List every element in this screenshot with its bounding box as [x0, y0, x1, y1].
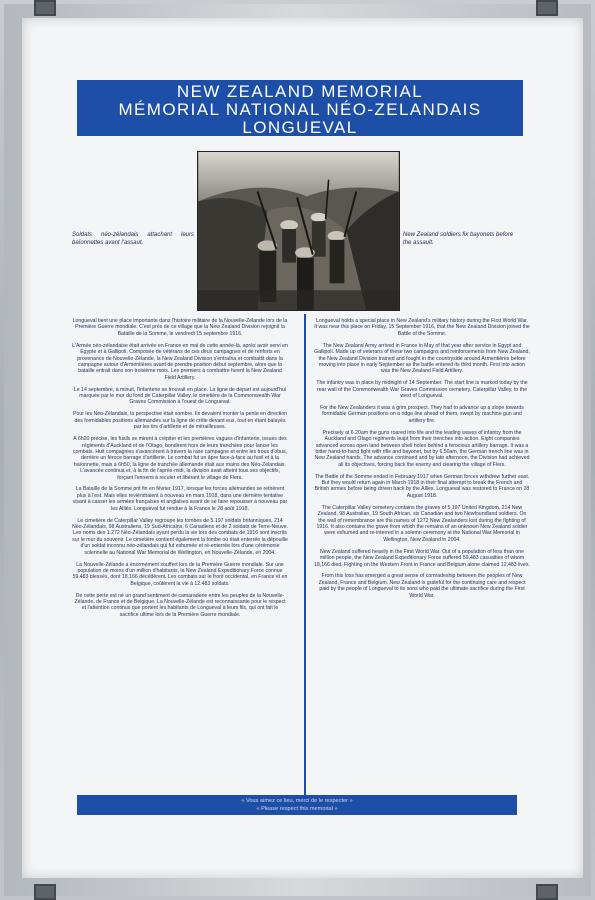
respect-notice-french: « Vous aimez ce lieu, merci de le respecter » — [241, 798, 353, 804]
memorial-panel — [22, 18, 583, 878]
title-band — [77, 80, 523, 136]
french-paragraph: A 6h20 précise, les fusils se mirent à crépiter et les premières vagues d'infanterie, issues des régiments d'Auckland et de l'Otago, bondirent hors de leurs tranchées pour lancer les combats. Huit compagnies s'avancèrent à travers la rase campagne et entre les trous d'obus, derrière un féroce barrage d'artillerie. Le combat fut un âpre face-à-face au fusil et à la baïonnette, mais à 6h50, la ligne de tranchée allemande était aux mains des Néo-Zélandais. L'avancée continua et, à la fin de l'après-midi, la division avait atteint tous ses objectifs, forçant l'ennemi à reculer et libérant le village de Flers. — [72, 436, 288, 481]
respect-notice-band — [77, 795, 517, 815]
english-text-column — [314, 318, 530, 605]
french-paragraph: Pour les Néo-Zélandais, la perspective était sombre. Ils devaient monter la pente en direction des formidables positions allemandes sur la ligne de crête devant eux, tout en étant balayés par les tirs d'artillerie et de mitrailleuses. — [73, 411, 287, 431]
respect-notice-english: « Please respect this memorial » — [256, 806, 338, 812]
photo-caption-english: New Zealand soldiers fix bayonets before the assault. — [403, 232, 514, 246]
french-paragraph: Le 14 septembre, à minuit, l'infanterie se trouvait en place. La ligne de départ est aujourd'hui marquée par le mur du fond de Caterpillar Valley, le cimetière de la Commonwealth War Graves Commission à l'ouest de Longueval. — [73, 386, 287, 406]
english-paragraph: The Battle of the Somme ended in February 1917 when German forces withdrew further east. But they would return again in March 1918 in their final attempt to break the French and British armies before being driven back by the Allies. Longueval was restored to France on 28 August 1918. — [314, 473, 530, 499]
french-paragraph: De cette perte est né un grand sentiment de camaraderie entre les peuples de la Nouvelle-Zélande, de France et de Belgique. La Nouvelle-Zélande est reconnaissante pour le respect et l'attention continus que portent les habitants de Longueval à leurs fils, qui ont fait le sacrifice ultime lors de la Première Guerre mondiale. — [74, 592, 286, 618]
french-paragraph: La Nouvelle-Zélande a énormément souffert lors de la Première Guerre mondiale. Sur une population de moins d'un million d'habitants, la New Zealand Expeditionary Force connue 59.483 blessés, dont 18.166 décédèrent. Les combats sur le front occidental, en France et en Belgique, coûtèrent la vie à 12.483 soldats. — [72, 561, 288, 587]
mounting-bolt-top-right — [536, 0, 558, 16]
historic-photo-graphic — [198, 152, 399, 310]
french-paragraph: Le cimetière de Caterpillar Valley regroupe les tombes de 5.197 soldats britanniques, 214 Néo-Zélandais, 98 Australiens, 19 Sud-Africains, 6 Canadiens et de 2 soldats de Terre-Neuve. Les noms des 1.272 Néo-Zélandais ayant perdu la vie lors des combats de 1916 sont inscrits sur le mur du souvenir. Le cimetière contient également la tombe où était enterrée la dépouille d'un soldat inconnu néo-zélandais qui fut exhumée et ré-enterrée lors d'une cérémonie solennelle au National War Memorial de Wellington, en Nouvelle-Zélande, en 2004. — [72, 517, 288, 556]
title-line-french: MÉMORIAL NATIONAL NÉO-ZELANDAIS — [118, 100, 482, 119]
english-paragraph: Precisely at 6.20am the guns roared into life and the leading waves of infantry from the Auckland and Otago regiments leapt from their trenches into action. Eight companies advanced across open land between shell holes behind a ferocious artillery barrage. It was a bitter hand-to-hand fight with rifle and bayonet, but by 6.50am, the German trench line was in New Zealand hands. The advance continued and by late afternoon, the Division had achieved all its objectives, forcing back the enemy and clearing the village of Flers. — [314, 429, 530, 468]
french-text-column — [72, 318, 288, 624]
photo-caption-french: Soldats néo-zélandais attachant leurs baïonnettes avant l'assaut. — [72, 232, 194, 246]
english-paragraph: The Caterpillar Valley cemetery contains the graves of 5,197 United Kingdom, 214 New Zealand, 98 Australian, 19 South African, six Canadian and two Newfoundland soldiers. On the wall of remembrance are the names of 1272 New Zealanders lost during the fighting of 1916. It also contains the grave from which the remains of an unknown New Zealand soldier were exhumed and re-interred in a solemn ceremony at the National War Memorial in Wellington, New Zealand in 2004. — [316, 504, 528, 543]
french-paragraph: Longueval tient une place importante dans l'histoire militaire de la Nouvelle-Zélande lors de la Première Guerre mondiale. C'est près de ce village que la New Zealand Division rejoignit la Bataille de la Somme, le vendredi 15 septembre 1916. — [72, 318, 288, 337]
english-paragraph: For the New Zealanders it was a grim prospect. They had to advance up a slope towards formidable German positions on a ridge line ahead of them, swept by machine gun and artillery fire. — [320, 404, 524, 424]
french-paragraph: La Bataille de la Somme prit fin en février 1917, lorsque les forces allemandes se retirèrent plus à l'est. Mais elles revièndraient à nouveau en mars 1918, dans une dernière tentative visant à casser les armées françaises et anglaises avant de se faire repousser à nouveau par les Alliés. Longueval fut rendue à la France le 28 août 1918. — [72, 486, 288, 512]
mounting-bolt-bottom-right — [536, 884, 558, 900]
english-paragraph: Longueval holds a special place in New Zealand's military history during the First World War. It was near this place on Friday, 15 September 1916, that the New Zealand Division joined the Battle of the Somme. — [314, 318, 530, 337]
french-paragraph: L'Armée néo-zélandaise était arrivée en France en mai de cette année-là, après avoir servi en Egypte et à Gallipoli. Composée de vétérans de ces deux campagnes et de renforts en provenance de Nouvelle-Zélande, la New Zealand Division s'entraîna et combattit dans la campagne autour d'Armentières avant de prendre position début septembre, alors que la bataille entrait dans son troisième mois. Les premiers à combattre furent la New Zealand Field Artillery. — [72, 342, 288, 381]
column-divider — [304, 314, 306, 806]
mounting-bolt-top-left — [34, 0, 56, 16]
mounting-bolt-bottom-left — [34, 884, 56, 900]
historic-photo-soldiers — [197, 151, 400, 311]
english-paragraph: New Zealand suffered heavily in the First World War. Out of a population of less than one million people, the New Zealand Expeditionary Force suffered 59,483 casualties of whom 18,166 died. Fighting on the Western Front in France and Belgium alone claimed 12,483 lives. — [314, 548, 530, 568]
english-paragraph: The New Zealand Army arrived in France in May of that year after service in Egypt and Gallipoli. Made up of veterans of these two campaigns and reinforcements from New Zealand, the New Zealand Division trained and fought in the countryside around Armentières before moving into place in early September as the battle entered its third month. First into action was the New Zealand Field Artillery. — [314, 342, 530, 375]
title-line-english: NEW ZEALAND MEMORIAL — [176, 82, 424, 101]
english-paragraph: The infantry was in place by midnight of 14 September. The start line is marked today by the rear wall of the Commonwealth War Graves Commission cemetery, Caterpillar Valley, to the west of Longueval. — [316, 380, 528, 400]
title-line-place: LONGUEVAL — [242, 118, 358, 137]
english-paragraph: From this loss has emerged a great sense of comradeship between the peoples of New Zealand, France and Belgium. New Zealand is grateful for the continuing care and respect paid by the people of Longueval to its sons who paid the ultimate sacrifice during the First World War. — [318, 573, 526, 599]
